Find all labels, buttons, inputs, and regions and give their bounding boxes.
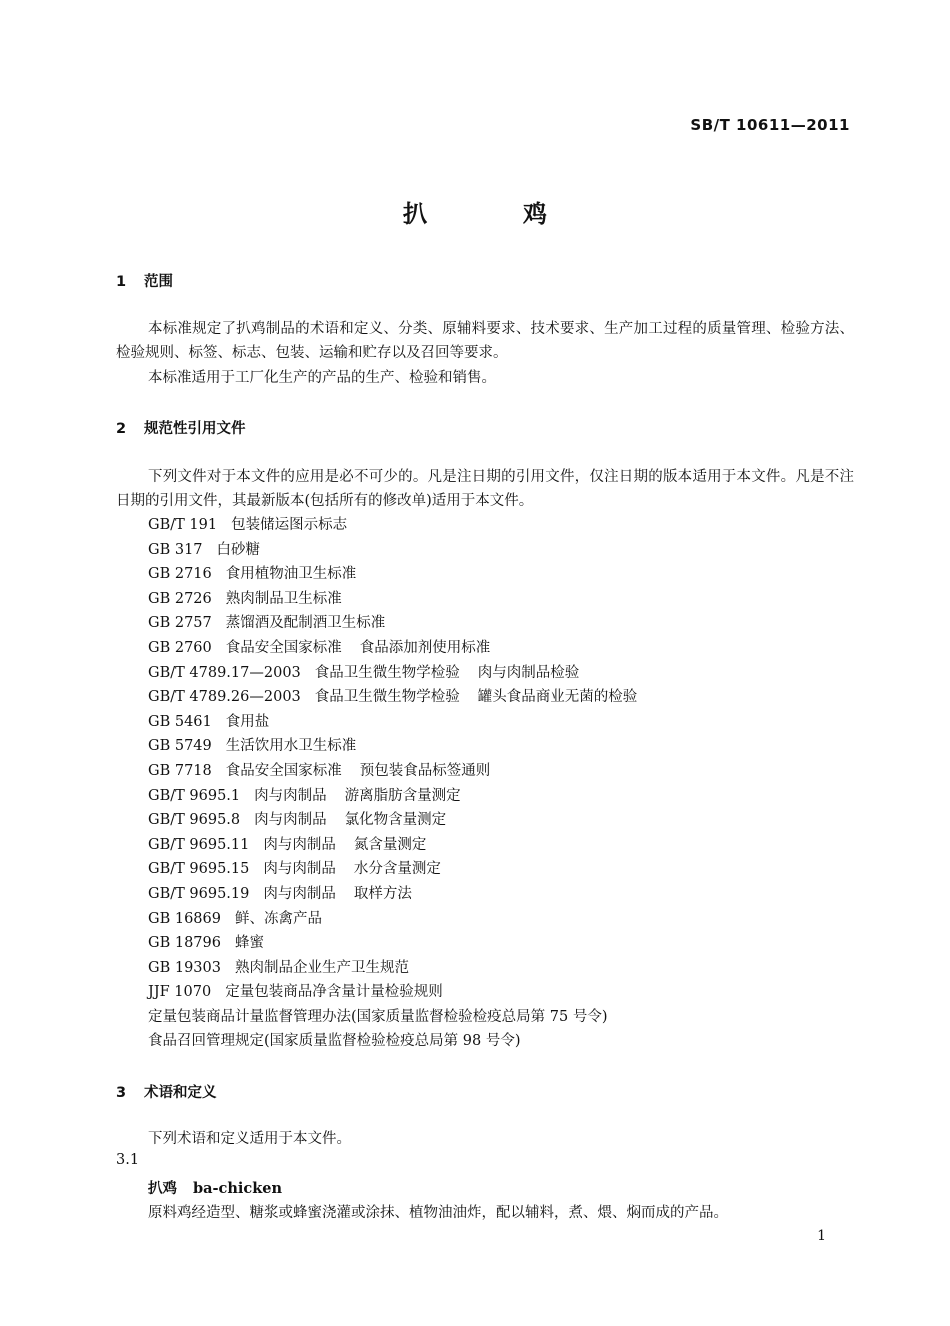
- reference-item: 定量包装商品计量监督管理办法(国家质量监督检验检疫总局第 75 号令): [148, 1008, 608, 1025]
- reference-item: 食品召回管理规定(国家质量监督检验检疫总局第 98 号令): [148, 1033, 521, 1050]
- section-2-heading: [116, 417, 246, 438]
- reference-item: GB/T 9695.15 肉与肉制品 水分含量测定: [148, 861, 441, 878]
- section-3-heading: [116, 1081, 217, 1102]
- reference-item: GB 2760 食品安全国家标准 食品添加剂使用标准: [148, 639, 491, 656]
- section-1-heading: [116, 270, 173, 291]
- reference-item: GB 5749 生活饮用水卫生标准: [148, 738, 357, 755]
- normative-references-list: [148, 513, 637, 1054]
- reference-item: GB/T 9695.19 肉与肉制品 取样方法: [148, 885, 412, 902]
- title-char-1: 扒: [403, 200, 427, 228]
- reference-item: GB 19303 熟肉制品企业生产卫生规范: [148, 959, 409, 976]
- standard-id: SB/T 10611—2011: [690, 116, 850, 134]
- reference-item: GB 2716 食用植物油卫生标准: [148, 566, 357, 583]
- section-1-number: 1: [116, 274, 127, 290]
- reference-item: GB 18796 蜂蜜: [148, 935, 264, 952]
- title-char-2: 鸡: [523, 200, 547, 228]
- section-1-paragraph-2: 本标准适用于工厂化生产的产品的生产、检验和销售。: [148, 370, 496, 386]
- term-entry: [148, 1177, 282, 1198]
- reference-item: GB 16869 鲜、冻禽产品: [148, 910, 322, 927]
- reference-item: GB/T 9695.8 肉与肉制品 氯化物含量测定: [148, 812, 447, 829]
- section-3-number: 3: [116, 1085, 127, 1101]
- reference-item: GB 317 白砂糖: [148, 541, 261, 558]
- reference-item: GB 2757 蒸馏酒及配制酒卫生标准: [148, 615, 386, 632]
- section-2-number: 2: [116, 421, 127, 437]
- term-chinese: 扒鸡: [148, 1181, 177, 1197]
- section-2-title: 规范性引用文件: [144, 421, 246, 437]
- reference-item: JJF 1070 定量包装商品净含量计量检验规则: [148, 984, 443, 1001]
- term-english: ba-chicken: [193, 1180, 283, 1197]
- page-number: 1: [817, 1228, 826, 1244]
- reference-item: GB 7718 食品安全国家标准 预包装食品标签通则: [148, 762, 491, 779]
- term-definition: 原料鸡经造型、糖浆或蜂蜜浇灌或涂抹、植物油油炸，配以辅料，煮、煨、焖而成的产品。: [148, 1205, 728, 1221]
- reference-item: GB/T 4789.17—2003 食品卫生微生物学检验 肉与肉制品检验: [148, 664, 580, 681]
- reference-item: GB/T 191 包装储运图示标志: [148, 517, 348, 533]
- section-2-intro: 下列文件对于本文件的应用是必不可少的。凡是注日期的引用文件，仅注日期的版本适用于本文件。凡是不注日期的引用文件，其最新版本(包括所有的修改单)适用于本文件。: [116, 469, 854, 509]
- term-number: 3.1: [116, 1152, 140, 1168]
- reference-item: GB/T 9695.1 肉与肉制品 游离脂肪含量测定: [148, 787, 461, 804]
- document-title: [0, 194, 950, 229]
- section-3-title: 术语和定义: [144, 1085, 217, 1101]
- section-1-title: 范围: [144, 274, 173, 290]
- reference-item: GB/T 4789.26—2003 食品卫生微生物学检验 罐头食品商业无菌的检验: [148, 689, 638, 706]
- reference-item: GB/T 9695.11 肉与肉制品 氮含量测定: [148, 836, 427, 853]
- section-1-paragraph-1: 本标准规定了扒鸡制品的术语和定义、分类、原辅料要求、技术要求、生产加工过程的质量管理、检验方法、检验规则、标签、标志、包装、运输和贮存以及召回等要求。: [116, 321, 854, 361]
- section-3-intro: 下列术语和定义适用于本文件。: [148, 1131, 351, 1147]
- reference-item: GB 5461 食用盐: [148, 713, 270, 730]
- reference-item: GB 2726 熟肉制品卫生标准: [148, 590, 342, 607]
